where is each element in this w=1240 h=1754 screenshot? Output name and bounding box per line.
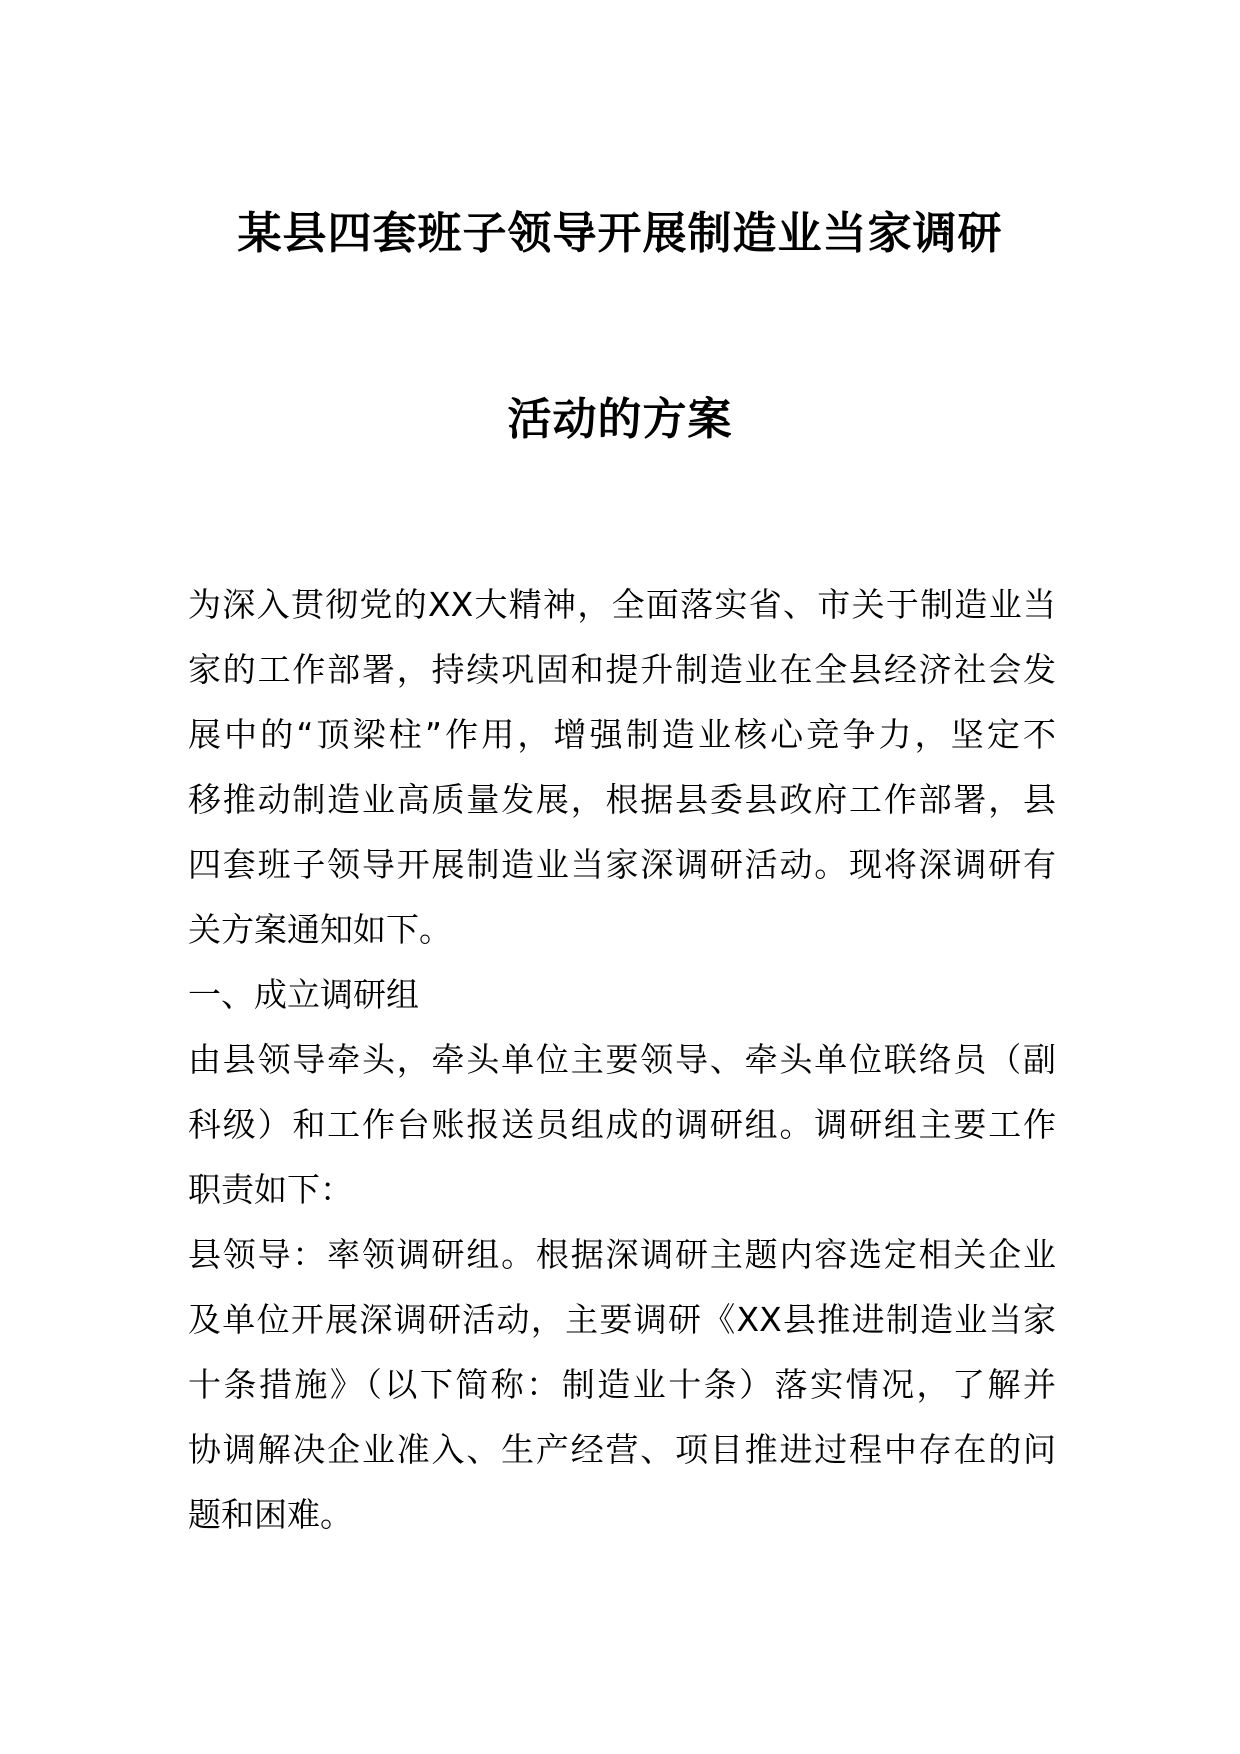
section-heading-text: 一、成立调研组 bbox=[188, 975, 419, 1014]
document-title-line-2: 活动的方案 bbox=[507, 394, 733, 445]
text-line: 题和困难。 bbox=[188, 1495, 353, 1534]
county-leader-duties-paragraph bbox=[188, 1222, 1056, 1547]
section-heading bbox=[188, 962, 1056, 1027]
text-line: 四套班子领导开展制造业当家深调研活动。现将深调研有 bbox=[188, 845, 1056, 884]
text-line: 职责如下： bbox=[188, 1170, 353, 1209]
text-line: 关方案通知如下。 bbox=[188, 910, 452, 949]
text-line: 家的工作部署，持续巩固和提升制造业在全县经济社会发 bbox=[188, 650, 1056, 689]
text-line: 县领导：率领调研组。根据深调研主题内容选定相关企业 bbox=[188, 1235, 1056, 1274]
text-line: 移推动制造业高质量发展，根据县委县政府工作部署，县 bbox=[188, 780, 1056, 819]
text-line: 科级）和工作台账报送员组成的调研组。调研组主要工作 bbox=[188, 1105, 1056, 1144]
text-line: 展中的“顶梁柱”作用，增强制造业核心竞争力，坚定不 bbox=[188, 715, 1056, 754]
text-line: 为深入贯彻党的XX大精神，全面落实省、市关于制造业当 bbox=[188, 585, 1056, 624]
document-title-line-1: 某县四套班子领导开展制造业当家调研 bbox=[237, 208, 1003, 259]
intro-paragraph bbox=[188, 572, 1056, 962]
text-line: 由县领导牵头，牵头单位主要领导、牵头单位联络员（副 bbox=[188, 1040, 1056, 1079]
group-composition-paragraph bbox=[188, 1027, 1056, 1222]
document-body bbox=[188, 572, 1056, 1547]
text-line: 及单位开展深调研活动，主要调研《XX县推进制造业当家 bbox=[188, 1300, 1056, 1339]
text-line: 十条措施》（以下简称：制造业十条）落实情况，了解并 bbox=[188, 1365, 1056, 1404]
text-line: 协调解决企业准入、生产经营、项目推进过程中存在的问 bbox=[188, 1430, 1056, 1469]
